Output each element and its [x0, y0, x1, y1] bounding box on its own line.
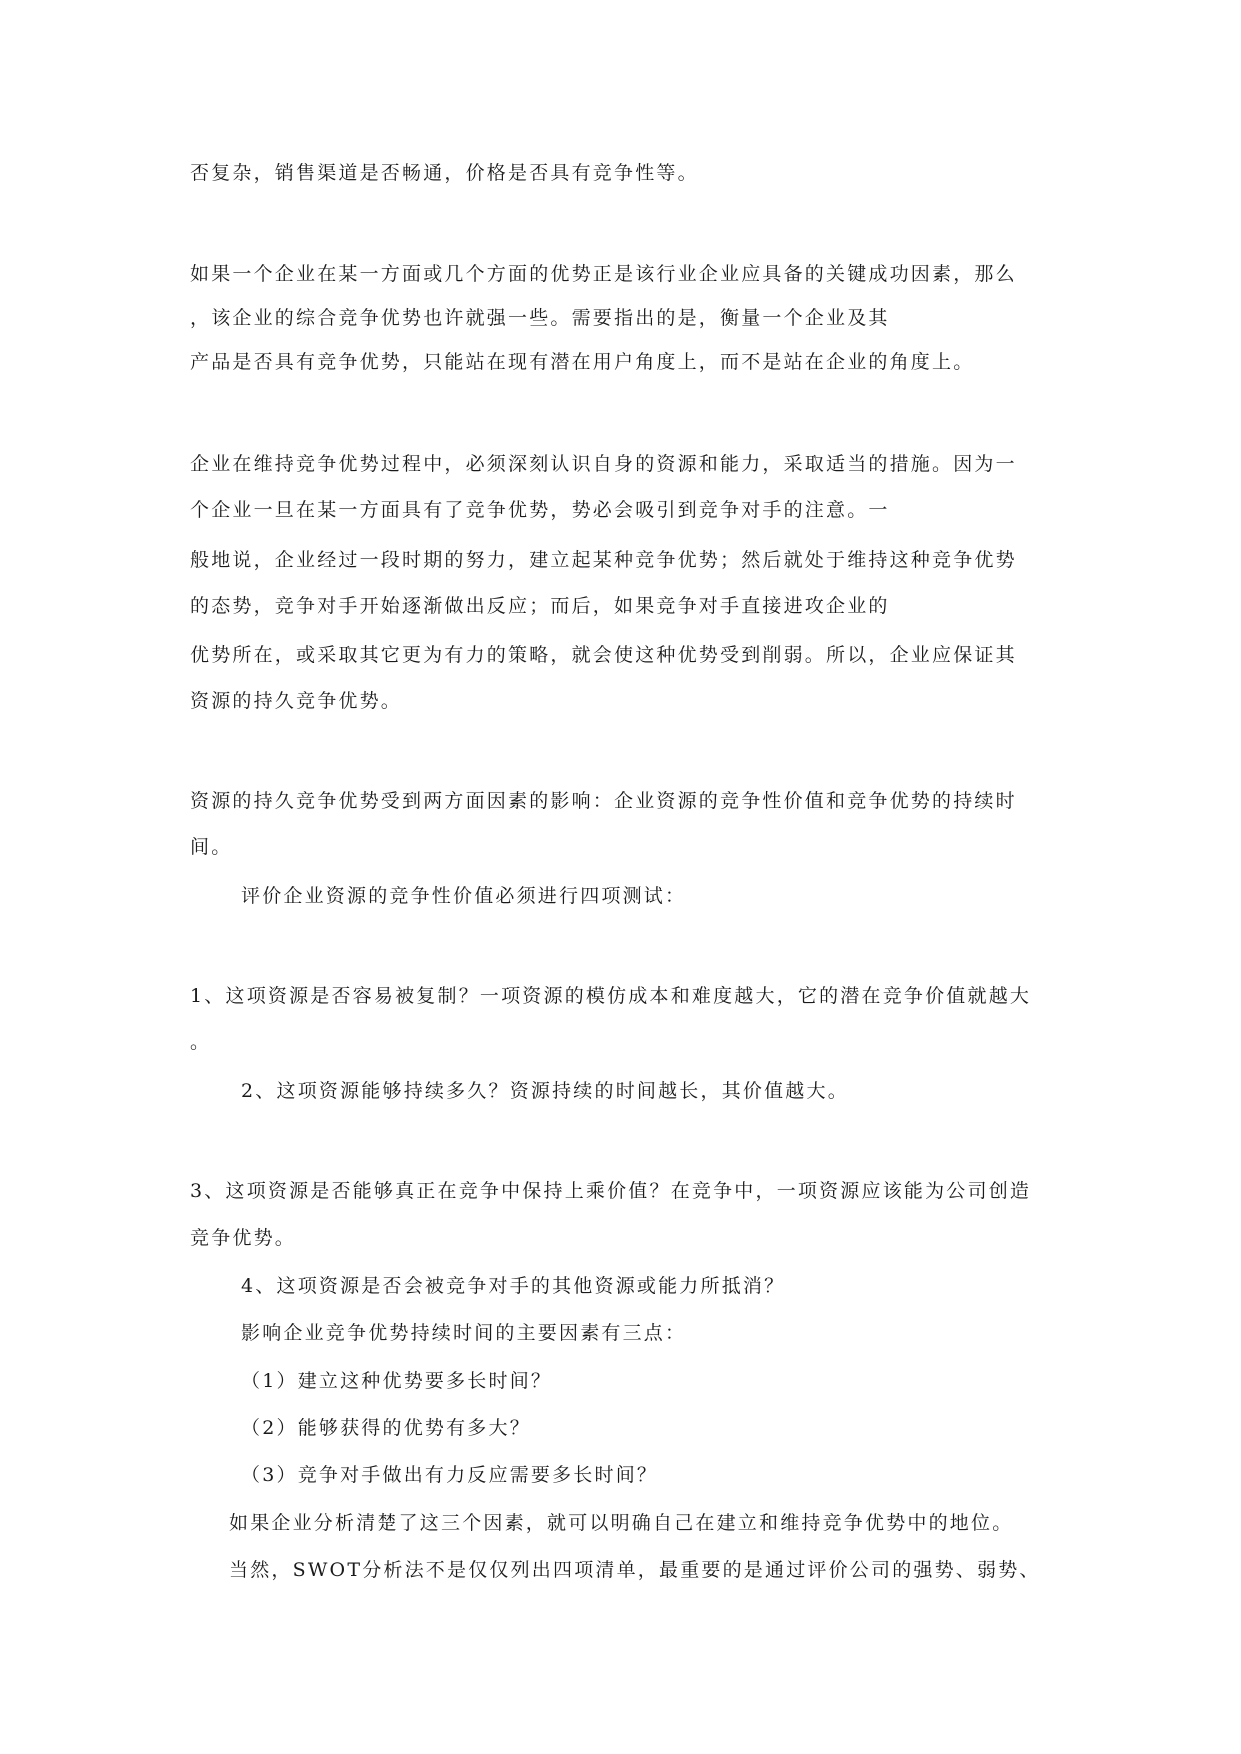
paragraph-line: ，该企业的综合竞争优势也许就强一些。需要指出的是，衡量一个企业及其 [190, 307, 890, 329]
list-item: （2）能够获得的优势有多大？ [241, 1417, 531, 1439]
paragraph-line: 当然，SWOT分析法不是仅仅列出四项清单，最重要的是通过评价公司的强势、弱势、 [229, 1559, 1041, 1581]
list-item: （1）建立这种优势要多长时间？ [241, 1370, 553, 1392]
paragraph-line: 资源的持久竞争优势受到两方面因素的影响：企业资源的竞争性价值和竞争优势的持续时 [190, 790, 1017, 812]
list-item: （3）竞争对手做出有力反应需要多长时间？ [241, 1464, 659, 1486]
paragraph-line: 优势所在，或采取其它更为有力的策略，就会使这种优势受到削弱。所以，企业应保证其 [190, 644, 1017, 666]
list-item: 3、这项资源是否能够真正在竞争中保持上乘价值？在竞争中，一项资源应该能为公司创造 [190, 1180, 1032, 1202]
paragraph-line: 资源的持久竞争优势。 [190, 690, 403, 712]
paragraph-line: 企业在维持竞争优势过程中，必须深刻认识自身的资源和能力，采取适当的措施。因为一 [190, 453, 1017, 475]
paragraph-line: 间。 [190, 836, 233, 858]
paragraph-line: 评价企业资源的竞争性价值必须进行四项测试： [241, 885, 687, 907]
paragraph-line: 个企业一旦在某一方面具有了竞争优势，势必会吸引到竞争对手的注意。一 [190, 499, 890, 521]
paragraph-line: 的态势，竞争对手开始逐渐做出反应；而后，如果竞争对手直接进攻企业的 [190, 595, 890, 617]
paragraph-line: 。 [190, 1031, 212, 1053]
paragraph-line: 产品是否具有竞争优势，只能站在现有潜在用户角度上，而不是站在企业的角度上。 [190, 351, 975, 373]
paragraph-line: 影响企业竞争优势持续时间的主要因素有三点： [241, 1322, 687, 1344]
paragraph-line: 如果企业分析清楚了这三个因素，就可以明确自己在建立和维持竞争优势中的地位。 [229, 1512, 1014, 1534]
paragraph-line: 如果一个企业在某一方面或几个方面的优势正是该行业企业应具备的关键成功因素，那么 [190, 263, 1017, 285]
list-item: 2、这项资源能够持续多久？资源持续的时间越长，其价值越大。 [241, 1080, 849, 1102]
list-item: 1、这项资源是否容易被复制？一项资源的模仿成本和难度越大，它的潜在竞争价值就越大 [190, 985, 1032, 1007]
paragraph-line: 否复杂，销售渠道是否畅通，价格是否具有竞争性等。 [190, 162, 699, 184]
paragraph-line: 竞争优势。 [190, 1227, 297, 1249]
list-item: 4、这项资源是否会被竞争对手的其他资源或能力所抵消？ [241, 1275, 786, 1297]
paragraph-line: 般地说，企业经过一段时期的努力，建立起某种竞争优势；然后就处于维持这种竞争优势 [190, 549, 1017, 571]
